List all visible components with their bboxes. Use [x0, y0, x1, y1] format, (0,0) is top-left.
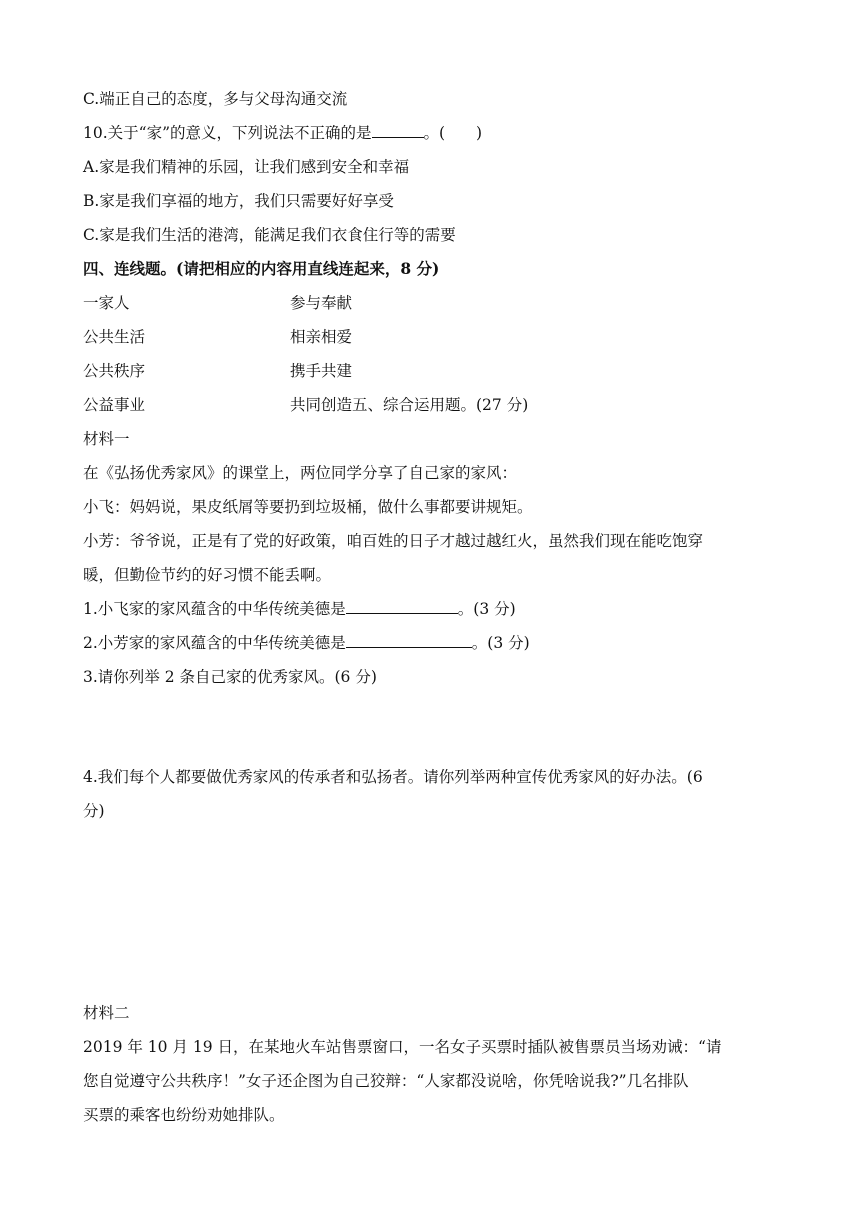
material1-intro: 在《弘扬优秀家风》的课堂上，两位同学分享了自己家的家风：	[83, 464, 518, 482]
q10-option-b: B.家是我们享福的地方，我们只需要好好享受	[83, 192, 394, 210]
material1-xiaofang-line1: 小芳：爷爷说，正是有了党的好政策，咱百姓的日子才越过越红火，虽然我们现在能吃饱穿	[83, 532, 704, 550]
match-right-item: 相亲相爱	[290, 328, 353, 346]
q10-stem-text: 10.关于“家”的意义，下列说法不正确的是	[83, 124, 372, 142]
match-left-item: 一家人	[83, 294, 130, 312]
material1-xiaofang-line2: 暖，但勤俭节约的好习惯不能丢啊。	[83, 566, 332, 584]
q10-option-a: A.家是我们精神的乐园，让我们感到安全和幸福	[83, 158, 410, 176]
material1-q4-line2: 分)	[83, 802, 105, 820]
match-left-item: 公益事业	[83, 396, 146, 414]
material1-q4-line1: 4.我们每个人都要做优秀家风的传承者和弘扬者。请你列举两种宣传优秀家风的好办法。(6	[83, 768, 703, 786]
material2-line3: 买票的乘客也纷纷劝她排队。	[83, 1106, 285, 1124]
material2-line2: 您自觉遵守公共秩序！”女子还企图为自己狡辩：“人家都没说啥，你凭啥说我?”几名排队	[83, 1072, 689, 1090]
q10-stem-tail: 。( )	[423, 124, 483, 142]
material1-q1	[83, 598, 516, 620]
answer-blank	[346, 633, 472, 648]
material2-line1: 2019 年 10 月 19 日，在某地火车站售票窗口，一名女子买票时插队被售票员当场劝诫：“请	[83, 1038, 722, 1056]
q2-text: 2.小芳家的家风蕴含的中华传统美德是	[83, 634, 346, 652]
match-right-item: 参与奉献	[290, 294, 353, 312]
material1-xiaofei: 小飞：妈妈说，果皮纸屑等要扔到垃圾桶，做什么事都要讲规矩。	[83, 498, 533, 516]
match-left-item: 公共秩序	[83, 362, 146, 380]
material1-title: 材料一	[83, 430, 130, 448]
answer-blank	[372, 123, 424, 138]
match-right-item: 共同创造五、综合运用题。(27 分)	[290, 396, 529, 414]
q2-tail: 。(3 分)	[471, 634, 530, 652]
answer-blank	[346, 599, 458, 614]
match-right-item: 携手共建	[290, 362, 353, 380]
q10-stem	[83, 122, 482, 144]
q9-option-c: C.端正自己的态度，多与父母沟通交流	[83, 90, 348, 108]
q1-text: 1.小飞家的家风蕴含的中华传统美德是	[83, 600, 346, 618]
q10-option-c: C.家是我们生活的港湾，能满足我们衣食住行等的需要	[83, 226, 456, 244]
material1-q2	[83, 632, 530, 654]
match-left-item: 公共生活	[83, 328, 146, 346]
material1-q3: 3.请你列举 2 条自己家的优秀家风。(6 分)	[83, 668, 377, 686]
q1-tail: 。(3 分)	[457, 600, 516, 618]
material2-title: 材料二	[83, 1004, 130, 1022]
section4-heading: 四、连线题。(请把相应的内容用直线连起来，8 分)	[83, 259, 440, 278]
